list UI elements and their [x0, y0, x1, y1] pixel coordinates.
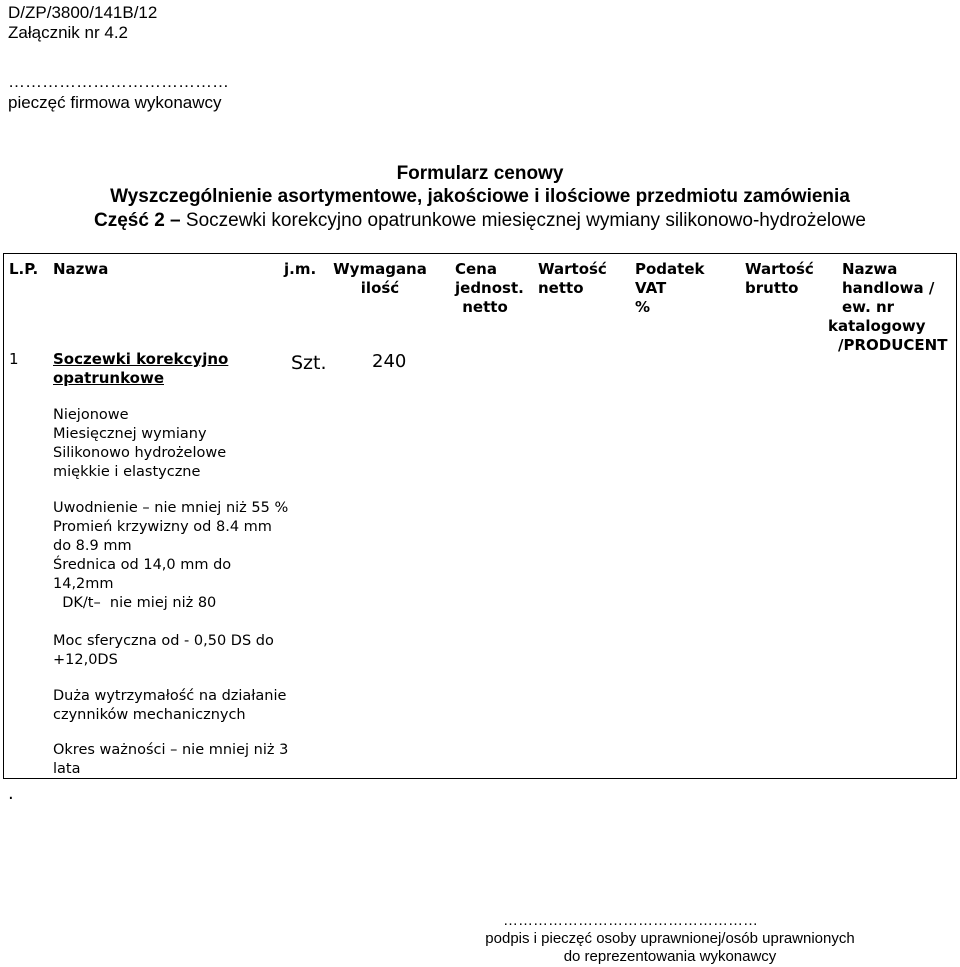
form-subtitle: Wyszczególnienie asortymentowe, jakościowe i ilościowe przedmiotu zamówienia: [110, 186, 850, 207]
signature-label-line1: podpis i pieczęć osoby uprawnionej/osób uprawnionych: [485, 930, 855, 947]
header-net-value: [538, 260, 607, 298]
description-spacer: [53, 670, 288, 687]
description-spacer: [53, 613, 288, 632]
footer-dot: .: [8, 783, 14, 804]
row-product-name-line: Soczewki korekcyjno: [53, 350, 229, 368]
row-product-name-line: opatrunkowe: [53, 369, 164, 387]
stamp-dots: …………………………………: [8, 72, 229, 91]
description-line: Promień krzywizny od 8.4 mm: [53, 519, 272, 535]
description-line: DK/t– nie miej niż 80: [53, 595, 217, 611]
part-heading: [0, 210, 960, 232]
row-lp: 1: [9, 350, 19, 368]
header-quantity: [330, 260, 430, 298]
description-spacer: [53, 482, 288, 499]
header-trade-name-line: handlowa /: [842, 279, 935, 297]
description-line: czynników mechanicznych: [53, 707, 246, 723]
header-quantity-line: Wymagana: [333, 260, 427, 278]
description-line: miękkie i elastyczne: [53, 464, 201, 480]
description-line: Moc sferyczna od - 0,50 DS do: [53, 633, 274, 649]
header-lp: L.P.: [9, 260, 39, 278]
header-vat-line: VAT: [635, 279, 667, 297]
description-spacer: [53, 725, 288, 741]
header-net-value-line: Wartość: [538, 260, 607, 278]
header-trade-name-line: /PRODUCENT: [838, 336, 948, 354]
reference-number: D/ZP/3800/141B/12: [8, 3, 158, 22]
description-line: Uwodnienie – nie mniej niż 55 %: [53, 500, 289, 516]
header-gross-value: [745, 260, 814, 298]
header-unit: j.m.: [284, 260, 317, 278]
header-unit-price-line: netto: [462, 298, 508, 316]
description-line: Okres ważności – nie mniej niż 3: [53, 742, 289, 758]
description-line: Miesięcznej wymiany: [53, 426, 207, 442]
header-gross-value-line: Wartość: [745, 260, 814, 278]
description-line: Niejonowe: [53, 407, 129, 423]
part-text: Soczewki korekcyjno opatrunkowe miesięcznej wymiany silikonowo-hydrożelowe: [180, 210, 866, 231]
header-unit-price-line: Cena: [455, 260, 497, 278]
header-gross-value-line: brutto: [745, 279, 799, 297]
row-product-name: [53, 350, 228, 388]
header-quantity-line: ilość: [360, 279, 400, 297]
header-trade-name-line: ew. nr: [842, 298, 895, 316]
product-description: [53, 406, 288, 779]
description-line: do 8.9 mm: [53, 538, 132, 554]
signature-label-line2: do reprezentowania wykonawcy: [563, 948, 777, 965]
header-unit-price-line: jednost.: [455, 279, 524, 297]
part-label: Część 2 –: [94, 210, 181, 231]
company-stamp-label: pieczęć firmowa wykonawcy: [8, 93, 222, 112]
description-line: +12,0DS: [53, 652, 118, 668]
header-trade-name: [818, 260, 958, 355]
header-vat-line: %: [635, 298, 651, 316]
signature-dots: ……………………………………………: [503, 912, 758, 929]
attachment-label: Załącznik nr 4.2: [8, 23, 128, 42]
header-vat-line: Podatek: [635, 260, 705, 278]
header-net-value-line: netto: [538, 279, 584, 297]
description-line: Silikonowo hydrożelowe: [53, 445, 227, 461]
header-vat: [635, 260, 704, 317]
header-name: Nazwa: [53, 260, 109, 278]
description-line: lata: [53, 761, 81, 777]
row-quantity: 240: [372, 351, 407, 372]
description-line: Duża wytrzymałość na działanie: [53, 688, 287, 704]
header-unit-price: [445, 260, 525, 317]
row-unit: Szt.: [291, 352, 327, 374]
header-trade-name-line: Nazwa: [842, 260, 898, 278]
description-line: Średnica od 14,0 mm do: [53, 557, 232, 573]
form-title: Formularz cenowy: [396, 163, 564, 184]
description-line: 14,2mm: [53, 576, 114, 592]
header-trade-name-line: katalogowy: [828, 317, 926, 335]
